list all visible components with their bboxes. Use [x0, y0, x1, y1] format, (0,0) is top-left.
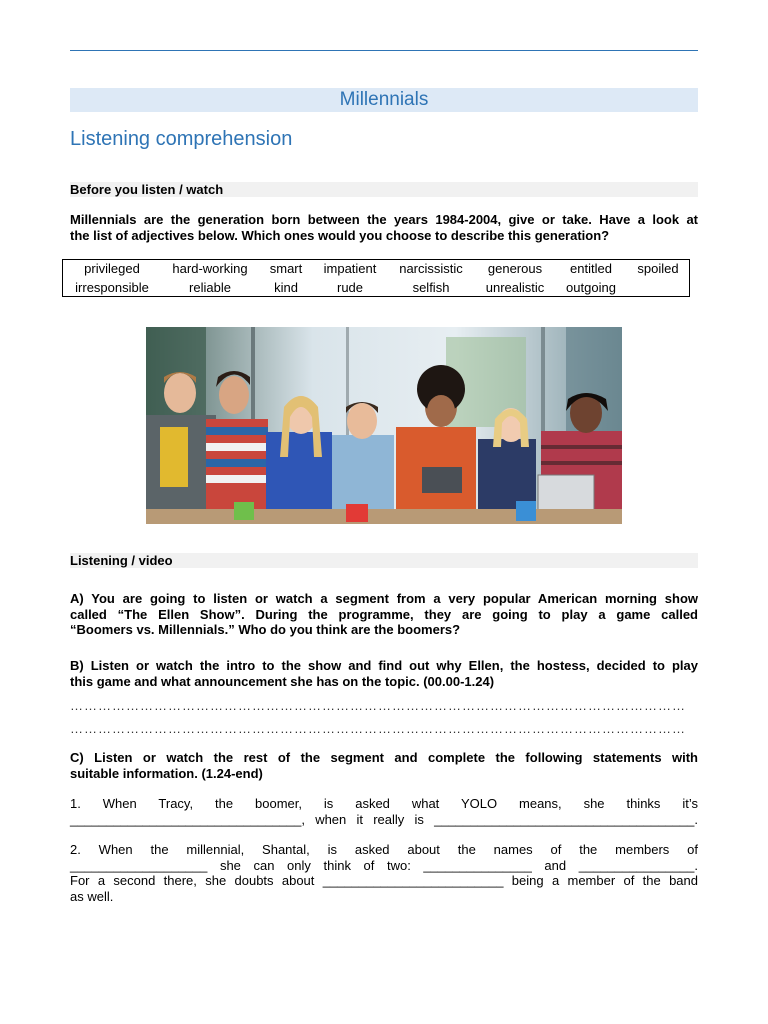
before-heading: Before you listen / watch [70, 182, 698, 197]
header-rule [70, 50, 698, 51]
before-line-2: the list of adjectives below. Which ones would you choose to describe this generation? [70, 227, 610, 243]
question-b-line-2: this game and what announcement she has on the topic. (00.00-1.24) [70, 673, 495, 689]
adjective: irresponsible [75, 280, 149, 295]
adjective: entitled [570, 261, 612, 276]
answer-line-2[interactable]: …………………………………………………………………………………………………………………… [70, 721, 686, 736]
statement-2-line-1: 2. When the millennial, Shantal, is asked about the names of the members of [70, 842, 698, 857]
statement-1-line-2[interactable]: ________________________________, when it really is ____________________________________. [70, 811, 698, 827]
statement-2-line-4: as well. [70, 888, 114, 904]
question-c [70, 750, 698, 781]
question-a-line-2: called “The Ellen Show”. During the programme, they are going to play a game called [70, 606, 698, 622]
adjective: narcissistic [399, 261, 463, 276]
adjective: kind [274, 280, 298, 295]
adjective: rude [336, 280, 364, 295]
question-b [70, 658, 698, 689]
section-title: Listening comprehension [70, 128, 293, 150]
adjective-row-1 [63, 261, 689, 278]
question-c-line-1: C) Listen or watch the rest of the segment and complete the following statements with [70, 750, 698, 765]
listening-heading: Listening / video [70, 553, 698, 568]
adjective: generous [487, 261, 543, 276]
question-b-line-1: B) Listen or watch the intro to the show and find out why Ellen, the hostess, decided to play [70, 658, 698, 673]
question-a-line-3: “Boomers vs. Millennials.” Who do you think are the boomers? [70, 622, 461, 637]
adjective: reliable [189, 280, 231, 295]
before-instructions [70, 212, 698, 243]
adjective: hard-working [172, 261, 248, 276]
adjective: privileged [84, 261, 140, 276]
group-photo [146, 327, 622, 524]
statement-2 [70, 842, 698, 904]
question-c-line-2: suitable information. (1.24-end) [70, 765, 263, 781]
adjective: selfish [412, 280, 450, 295]
statement-2-line-3[interactable]: For a second there, she doubts about _________________________ being a member of the band [70, 873, 698, 888]
adjective: spoiled [637, 261, 679, 276]
adjective-row-2 [63, 280, 689, 297]
adjective: unrealistic [485, 280, 545, 295]
group-photo-illustration [146, 327, 622, 524]
document-title: Millennials [70, 88, 698, 112]
adjective: smart [269, 261, 303, 276]
question-a [70, 591, 698, 638]
statement-2-line-2[interactable]: ___________________ she can only think of two: _______________ and ________________. [70, 857, 698, 873]
statement-1-line-1: 1. When Tracy, the boomer, is asked what YOLO means, she thinks it’s [70, 796, 698, 811]
answer-line-1[interactable]: …………………………………………………………………………………………………………………… [70, 698, 686, 713]
question-a-line-1: A) You are going to listen or watch a segment from a very popular American morning show [70, 591, 698, 606]
before-line-1: Millennials are the generation born between the years 1984-2004, give or take. Have a look at [70, 212, 698, 227]
adjective-table [62, 259, 690, 297]
statement-1 [70, 796, 698, 827]
adjective: outgoing [566, 280, 616, 295]
adjective: impatient [323, 261, 377, 276]
